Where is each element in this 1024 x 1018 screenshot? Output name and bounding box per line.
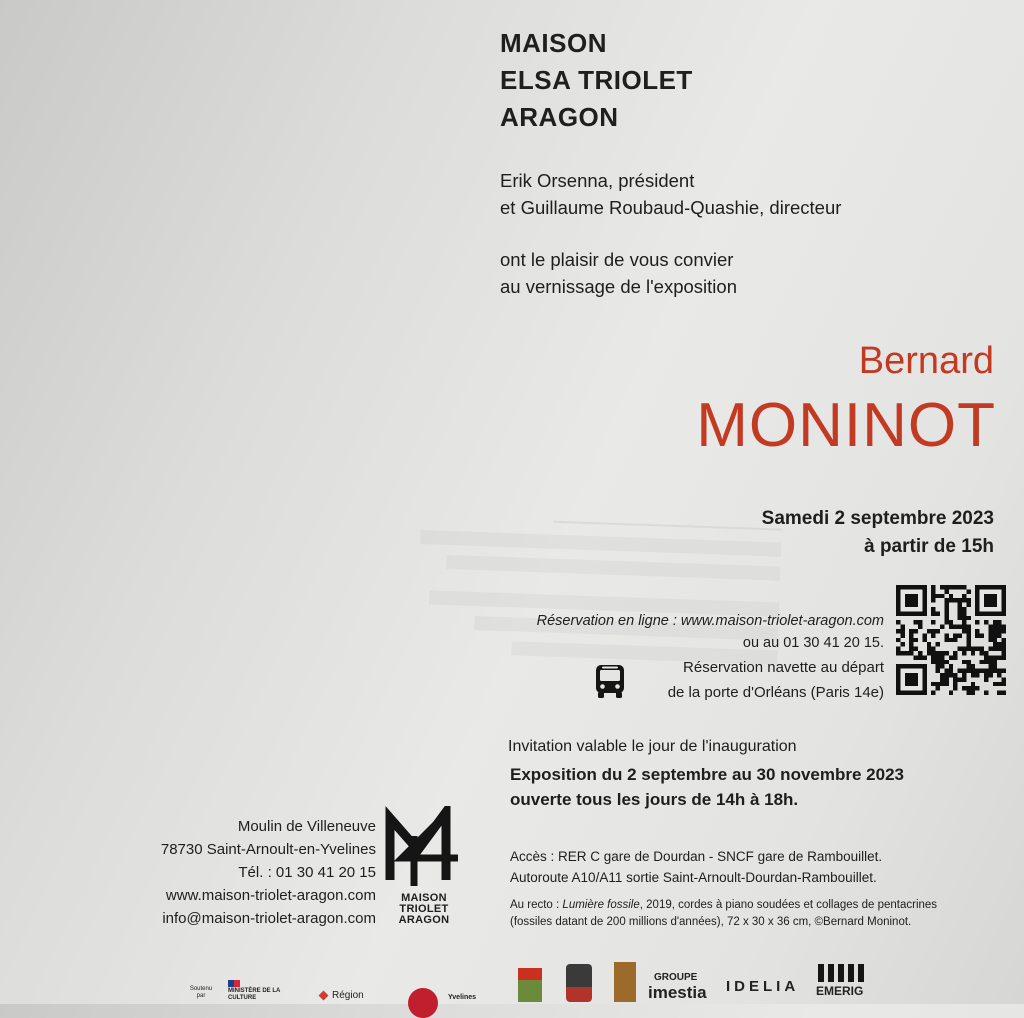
- maison-triolet-aragon-logo: [384, 806, 464, 926]
- recto-artwork-title: Lumière fossile: [562, 899, 640, 911]
- region-logo-icon: [319, 991, 329, 1001]
- logo-line-1: MAISON: [401, 892, 447, 904]
- sponsor-logo-b-icon: [566, 964, 592, 1002]
- recto-details-2: (fossiles datant de 200 millions d'années), 72 x 30 x 36 cm, ©Bernard Moninot.: [510, 916, 912, 928]
- sponsor-imestia: imestia: [648, 983, 707, 1002]
- event-datetime: [762, 505, 994, 561]
- sponsor-logos: [0, 960, 1024, 1004]
- invitation-text: [500, 246, 737, 300]
- exhibition-hours: ouverte tous les jours de 14h à 18h.: [510, 790, 799, 809]
- sponsor-logo-c-icon: [614, 962, 636, 1002]
- reservation-info: [537, 610, 884, 654]
- access-road: Autoroute A10/A11 sortie Saint-Arnoult-Dourdan-Rambouillet.: [510, 870, 877, 885]
- invitation-line-2: au vernissage de l'exposition: [500, 276, 737, 297]
- host-president: Erik Orsenna, président: [500, 170, 695, 191]
- address-website[interactable]: www.maison-triolet-aragon.com: [165, 887, 376, 904]
- sponsor-groupe: GROUPE: [654, 972, 698, 983]
- sponsor-soutenu: Soutenu par: [189, 986, 213, 999]
- access-train: Accès : RER C gare de Dourdan - SNCF gare de Rambouillet.: [510, 849, 883, 864]
- reservation-online: Réservation en ligne : www.maison-triolet-aragon.com: [536, 613, 884, 629]
- shuttle-line-1: Réservation navette au départ: [683, 659, 884, 676]
- sponsor-idelia: IDELIA: [726, 978, 800, 995]
- logo-monogram-icon: [384, 806, 464, 886]
- flag-red-icon: [234, 980, 240, 987]
- artist-first-name: Bernard: [858, 340, 994, 382]
- exhibition-dates: [510, 762, 904, 812]
- reservation-phone: ou au 01 30 41 20 15.: [742, 635, 884, 651]
- address-city: 78730 Saint-Arnoult-en-Yvelines: [160, 841, 376, 858]
- shuttle-info: [668, 655, 884, 705]
- header-line-3: ARAGON: [500, 102, 619, 132]
- organization-header: [500, 25, 693, 136]
- header-line-2: ELSA TRIOLET: [500, 65, 693, 95]
- logo-line-3: ARAGON: [398, 914, 450, 926]
- host-director: et Guillaume Roubaud-Quashie, directeur: [500, 197, 842, 218]
- invitation-line-1: ont le plaisir de vous convier: [500, 249, 734, 270]
- hosts: [500, 167, 841, 221]
- event-date: Samedi 2 septembre 2023: [761, 508, 994, 529]
- address-block: [161, 815, 376, 930]
- exhibition-period: Exposition du 2 septembre au 30 novembre 2023: [510, 765, 904, 784]
- logo-line-2: TRIOLET: [399, 903, 449, 915]
- sponsor-region: Région: [332, 990, 364, 1001]
- yvelines-logo-icon: [408, 988, 438, 1018]
- artist-last-name: MONINOT: [696, 391, 996, 460]
- shuttle-line-2: de la porte d'Orléans (Paris 14e): [667, 684, 884, 701]
- sponsor-emerig: EMERIG: [816, 984, 864, 998]
- address-venue: Moulin de Villeneuve: [237, 818, 376, 835]
- address-email[interactable]: info@maison-triolet-aragon.com: [162, 910, 376, 927]
- access-info: [510, 846, 882, 888]
- sponsor-yvelines: Yvelines: [448, 994, 477, 1001]
- sponsor-ministere: MINISTÈRE DE LA CULTURE: [228, 988, 281, 1001]
- event-time: à partir de 15h: [864, 536, 994, 557]
- bus-icon: [594, 664, 626, 700]
- sponsor-logo-a-icon: [518, 968, 542, 1002]
- recto-prefix: Au recto :: [510, 899, 563, 911]
- header-line-1: MAISON: [500, 28, 607, 58]
- emerig-logo-icon: [818, 964, 868, 982]
- qr-code[interactable]: [896, 585, 1006, 695]
- recto-caption: [510, 897, 937, 931]
- address-phone: Tél. : 01 30 41 20 15: [238, 864, 376, 881]
- recto-details: , 2019, cordes à piano soudées et collages de pentacrines: [639, 899, 938, 911]
- invitation-validity: Invitation valable le jour de l'inauguration: [508, 738, 797, 755]
